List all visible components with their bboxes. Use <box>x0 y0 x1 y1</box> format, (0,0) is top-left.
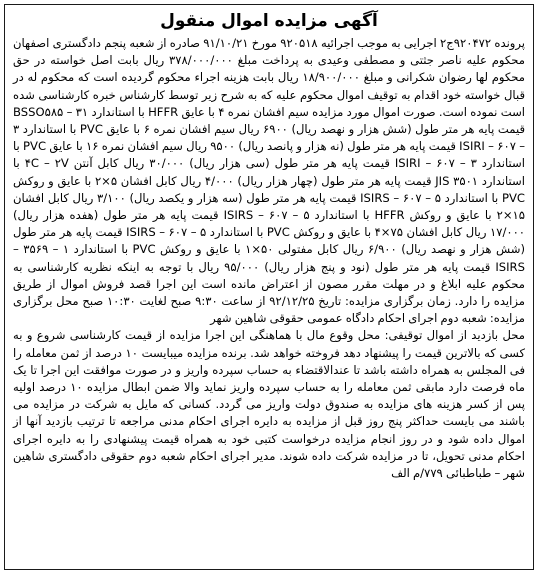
notice-paragraph-1: پرونده ۹۲۰۴۷۲ج۲ اجرایی به موجب اجرائیه ۹۲۰۵۱۸ مورخ ۹۱/۱۰/۲۱ صادره از شعبه پنجم دادگستری اصفهان محکوم علیه ناصر جثتی و مصطفی وعیدی به پرداخت مبلغ ۳۷۸/۰۰۰/۰۰۰ ریال بابت اصل خواسته در حق محکوم لها رضوان شکرانی و مبلغ ۱۸/۹۰۰/۰۰۰ ریال بابت هزینه اجراء محکوم گردیده است که محکوم له در قبال خواسته خود اقدام به توقیف اموال محکوم علیه که به شرح زیر توسط کارشناس خبره کارشناسی شده است نموده است. صورت اموال مورد مزایده سیم افشان نمره ۴ با عایق HFFR با استاندارد BSSO۵۸۵ – ۳۱ قیمت پایه هر متر طول (شش هزار و نهصد ریال) ۶۹۰۰ ریال سیم افشان نمره ۶ با عایق PVC با استاندارد ۳ – ۶۰۷ – ISIRI قیمت پایه هر متر طول (نه هزار و پانصد ریال) ۹۵۰۰ ریال سیم افشان نمره ۱۶ با عایق PVC با استاندارد ۳ – ۶۰۷ – ISIRI قیمت پایه هر متر طول (سی هزار ریال) ۳۰/۰۰۰ ریال کابل آنتن ۴C – ۲V با استاندارد ۳۵۰۱ JIS قیمت پایه هر متر طول (چهار هزار ریال) ۴/۰۰۰ ریال کابل افشان ۵×۲ با عایق و روکش PVC با استاندارد ۵ – ۶۰۷ – ISIRS قیمت پایه هر متر طول (سه هزار و یکصد ریال) ۳/۱۰۰ ریال کابل افشان ۱۵×۲ با عایق و روکش HFFR با استاندارد ۵ – ۶۰۷ – ISIRS قیمت پایه هر متر طول (هفده هزار ریال) ۱۷/۰۰۰ ریال کابل افشان ۷۵×۴ با عایق و روکش PVC با استاندارد ۵ – ۶۰۷ – ISIRS قیمت پایه هر متر طول (شش هزار و نهصد ریال) ۶/۹۰۰ ریال کابل مفتولی ۵۰×۱ با عایق و روکش PVC با استاندارد ۱ – ۳۵۶۹ – ISIRS قیمت پایه هر متر طول (نود و پنج هزار ریال) ۹۵/۰۰۰ ریال با توجه به اینکه نظریه کارشناسی به محکوم علیه ابلاغ و در مهلت مقرر مصون از اعتراض مانده است این اجرا قصد فروش اموال از طریق مزایده را دارد. زمان برگزاری مزایده: تاریخ ۹۲/۱۲/۲۵ از ساعت ۹:۳۰ صبح لغایت ۱۰:۳۰ صبح محل برگزاری مزایده: شعبه دوم اجرای احکام دادگاه عمومی حقوقی شاهین شهر <box>13 36 526 326</box>
notice-title: آگهی مزایده اموال منقول <box>160 11 378 31</box>
notice-frame <box>4 4 534 570</box>
notice-paragraph-2: محل بازدید از اموال توقیفی: محل وقوع مال با هماهنگی این اجرا مزایده از قیمت کارشناسی شروع و به کسی که بالاترین قیمت را پیشنهاد دهد فروخته خواهد شد. برنده مزایده میبایست ۱۰ درصد از ثمن معامله را فی المجلس به همراه داشته باشد تا عندالاقتضاء به حساب سپرده واریز و در صورت موافقت این اجرا تا یک ماه فرصت دارد مابقی ثمن معامله را به حساب سپرده واریز نماید والا ضمن ابطال مزایده ۱۰ درصد اولیه پس از کسر هزینه های مزایده به صندوق دولت واریز می گردد. کسانی که مایل به شرکت در مزایده می باشند می بایست حداکثر پنج روز قبل از مزایده به دایره اجرای احکام مدنی مراجعه تا ترتیب بازدید آنها از اموال داده شود و در روز انجام مزایده درخواست کتبی خود به همراه قیمت پیشنهادی را به دایره اجرای احکام مدنی تحویل، تا در مزایده شرکت داده شوند. مدیر اجرای احکام شعبه دوم حقوقی دادگستری شاهین شهر – طباطبائی ۷۷۹/م الف <box>13 328 525 481</box>
notice-body <box>5 35 533 482</box>
